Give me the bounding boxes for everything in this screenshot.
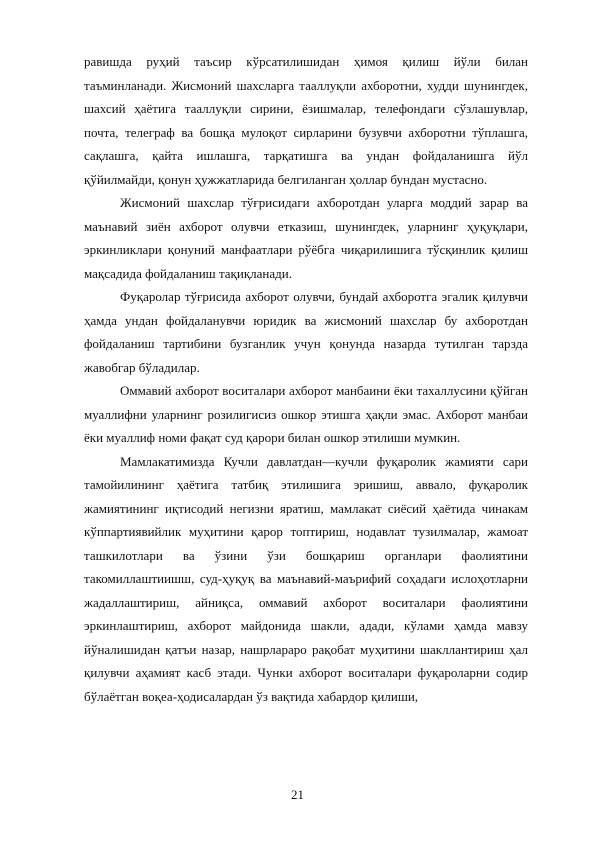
- page-number: 21: [291, 787, 304, 802]
- paragraph: Оммавий ахборот воситалари ахборот манбаини ёки тахаллусини қўйган муаллифни уларнинг розилигисиз ошкор этишга ҳақли эмас. Ахборот манбаи ёки муаллиф номи фақат суд қарори билан ошкор этилиши мумкин.: [84, 383, 528, 445]
- paragraph: Фуқаролар тўғрисида ахборот олувчи, бундай ахборотга эгалик қилувчи ҳамда ундан фойдаланувчи юридик ва жисмоний шахслар бу ахборотдан фойдаланиш тартибини бузганлик учун қонунда назарда тутилган тарзда жавобгар бўладилар.: [84, 289, 528, 375]
- paragraph-continuation: равишда руҳий таъсир кўрсатилишидан ҳимоя қилиш йўли билан таъминланади. Жисмоний шахсларга тааллуқли ахборотни, худди шунингдек, шахсий ҳаётига тааллуқли сирини, ёзишмалар, телефондаги сўзлашувлар, почта, телеграф ва бошқа мулоқот сирларини бузувчи ахборотни тўплашга, сақлашга, қайта ишлашга, тарқатишга ва ундан фойдаланишга йўл қўйилмайди, қонун ҳужжатларида белгиланган ҳоллар бундан мустасно.: [84, 54, 528, 187]
- paragraph: Жисмоний шахслар тўғрисидаги ахборотдан уларга моддий зарар ва маънавий зиён ахборот олувчи етказиш, шунингдек, уларнинг ҳуқуқлари, эркинликлари қонуний манфаатлари рўёбга чиқарилишига тўсқинлик қилиш мақсадида фойдаланиш тақиқланади.: [84, 195, 528, 281]
- paragraph: Мамлакатимизда Кучли давлатдан—кучли фуқаролик жамияти сари тамойилининг ҳаётига татбиқ этилишига эришиш, аввало, фуқаролик жамиятининг иқтисодий негизни яратиш, мамлакат сиёсий ҳаётида чинакам кўппартиявийлик муҳитини қарор топтириш, нодавлат тузилмалар, жамоат ташкилотлари ва ўзини ўзи бошқариш органлари фаолиятини такомиллаштиишш, суд-ҳуқуқ ва маънавий-маърифий соҳадаги ислоҳотларни жадаллаштириш, айниқса, оммавий ахборот воситалари фаолиятини эркинлаштириш, ахборот майдонида шакли, адади, кўлами ҳамда мавзу йўналишидан қатъи назар, нашрлараро рақобат муҳитини шакллантириш ҳал қилувчи аҳамият касб этади. Чунки ахборот воситалари фуқароларни содир бўлаётган воқеа-ҳодисалардан ўз вақтида хабардор қилиши,: [84, 453, 528, 704]
- body-text: [84, 50, 528, 708]
